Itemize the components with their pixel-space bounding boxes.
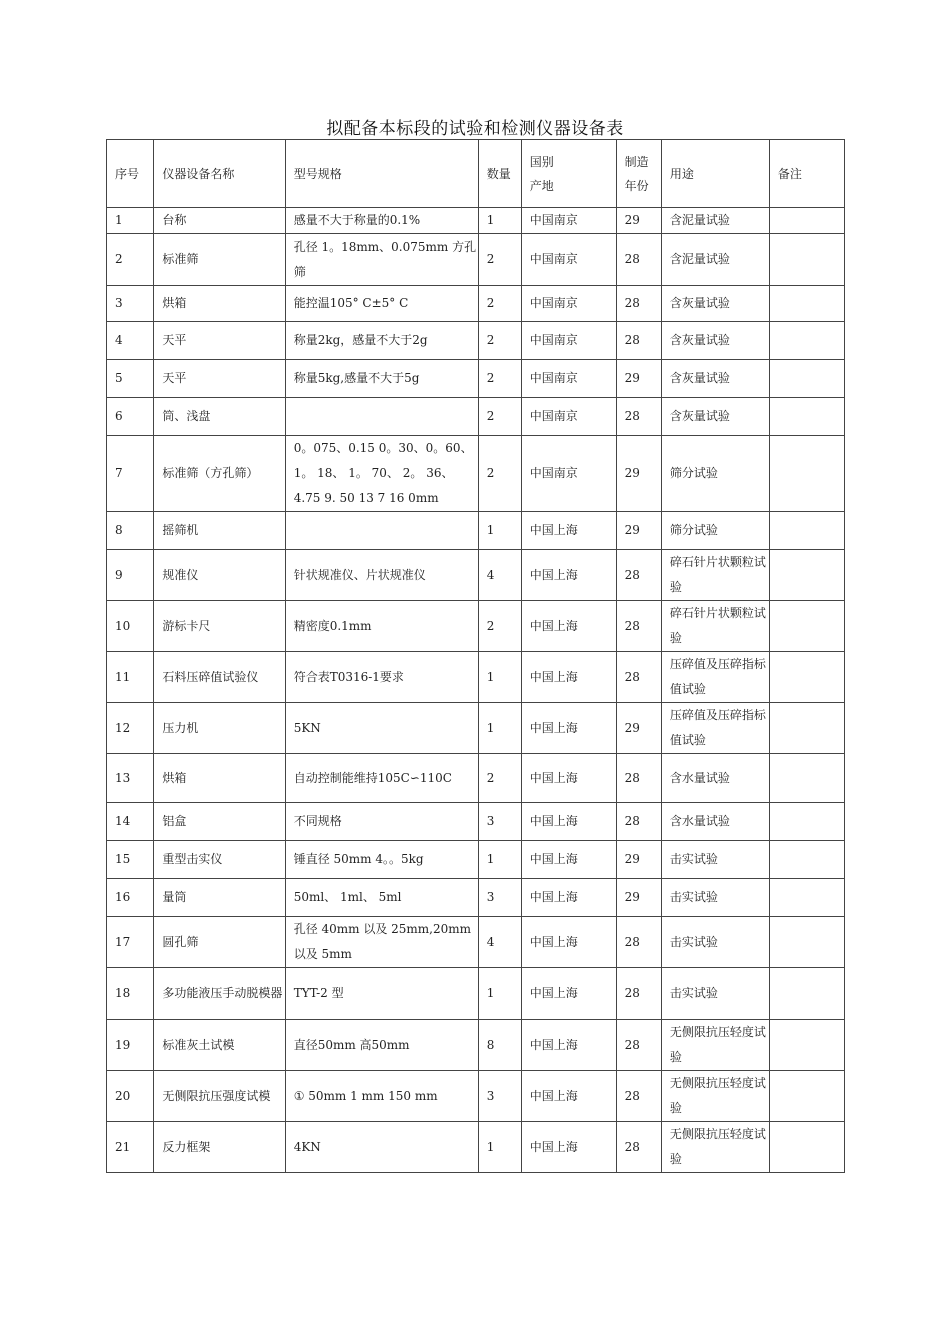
cell-origin: 中国上海	[521, 703, 616, 754]
cell-name: 摇筛机	[154, 512, 285, 550]
cell-origin: 中国南京	[521, 398, 616, 436]
cell-note	[769, 754, 844, 803]
cell-qty: 1	[478, 703, 521, 754]
cell-note	[769, 841, 844, 879]
cell-no: 14	[107, 803, 154, 841]
cell-no: 20	[107, 1071, 154, 1122]
cell-qty: 2	[478, 360, 521, 398]
cell-note	[769, 1122, 844, 1173]
cell-spec: 称量5kg,感量不大于5g	[285, 360, 478, 398]
cell-name: 重型击实仪	[154, 841, 285, 879]
table-row	[107, 286, 845, 322]
cell-origin: 中国上海	[521, 754, 616, 803]
cell-name: 圆孔筛	[154, 917, 285, 968]
cell-use: 碎石针片状颗粒试验	[661, 550, 769, 601]
cell-no: 6	[107, 398, 154, 436]
cell-year: 28	[616, 322, 661, 360]
cell-qty: 1	[478, 512, 521, 550]
cell-note	[769, 398, 844, 436]
table-row	[107, 917, 845, 968]
cell-year: 28	[616, 234, 661, 286]
cell-qty: 3	[478, 879, 521, 917]
cell-use: 无侧限抗压轻度试验	[661, 1122, 769, 1173]
table-row	[107, 879, 845, 917]
cell-no: 3	[107, 286, 154, 322]
table-row	[107, 322, 845, 360]
cell-origin: 中国上海	[521, 803, 616, 841]
cell-qty: 2	[478, 601, 521, 652]
cell-note	[769, 703, 844, 754]
cell-spec: ① 50mm 1 mm 150 mm	[285, 1071, 478, 1122]
cell-year: 29	[616, 703, 661, 754]
cell-qty: 2	[478, 398, 521, 436]
cell-note	[769, 879, 844, 917]
header-qty: 数量	[478, 140, 521, 208]
cell-note	[769, 436, 844, 512]
table-row	[107, 1071, 845, 1122]
table-row	[107, 550, 845, 601]
cell-use: 击实试验	[661, 917, 769, 968]
cell-spec: 自动控制能维持105C∽110C	[285, 754, 478, 803]
cell-year: 28	[616, 803, 661, 841]
cell-note	[769, 360, 844, 398]
table-row	[107, 652, 845, 703]
cell-spec: 孔径 40mm 以及 25mm,20mm 以及 5mm	[285, 917, 478, 968]
equipment-table	[106, 139, 845, 1173]
cell-qty: 1	[478, 841, 521, 879]
cell-note	[769, 286, 844, 322]
cell-spec: TYT-2 型	[285, 968, 478, 1020]
cell-spec	[285, 512, 478, 550]
cell-no: 1	[107, 208, 154, 234]
cell-use: 含灰量试验	[661, 322, 769, 360]
cell-use: 筛分试验	[661, 436, 769, 512]
cell-spec: 锤直径 50mm 4。。5kg	[285, 841, 478, 879]
cell-no: 17	[107, 917, 154, 968]
cell-spec: 符合表T0316-1要求	[285, 652, 478, 703]
table-row	[107, 754, 845, 803]
cell-origin: 中国上海	[521, 550, 616, 601]
table-row	[107, 234, 845, 286]
cell-origin: 中国上海	[521, 512, 616, 550]
cell-name: 标准筛	[154, 234, 285, 286]
cell-name: 石料压碎值试验仪	[154, 652, 285, 703]
cell-year: 28	[616, 968, 661, 1020]
header-use: 用途	[661, 140, 769, 208]
cell-use: 含泥量试验	[661, 234, 769, 286]
cell-spec: 不同规格	[285, 803, 478, 841]
cell-no: 12	[107, 703, 154, 754]
cell-no: 13	[107, 754, 154, 803]
cell-year: 28	[616, 398, 661, 436]
cell-note	[769, 803, 844, 841]
cell-no: 11	[107, 652, 154, 703]
cell-year: 29	[616, 208, 661, 234]
table-row	[107, 601, 845, 652]
cell-no: 21	[107, 1122, 154, 1173]
cell-year: 28	[616, 1071, 661, 1122]
cell-name: 烘箱	[154, 754, 285, 803]
cell-origin: 中国上海	[521, 1020, 616, 1071]
cell-no: 18	[107, 968, 154, 1020]
cell-no: 7	[107, 436, 154, 512]
cell-year: 29	[616, 512, 661, 550]
header-year-line1: 制造	[624, 154, 649, 169]
cell-year: 28	[616, 917, 661, 968]
cell-use: 含灰量试验	[661, 286, 769, 322]
cell-name: 标准灰土试模	[154, 1020, 285, 1071]
header-origin-line2: 产地	[529, 178, 554, 193]
cell-origin: 中国上海	[521, 601, 616, 652]
cell-origin: 中国南京	[521, 322, 616, 360]
cell-spec: 精密度0.1mm	[285, 601, 478, 652]
table-row	[107, 1122, 845, 1173]
cell-qty: 4	[478, 550, 521, 601]
cell-qty: 1	[478, 1122, 521, 1173]
cell-origin: 中国上海	[521, 652, 616, 703]
cell-name: 无侧限抗压强度试模	[154, 1071, 285, 1122]
header-origin-line1: 国别	[529, 154, 554, 169]
cell-no: 15	[107, 841, 154, 879]
cell-origin: 中国南京	[521, 436, 616, 512]
table-row	[107, 841, 845, 879]
cell-use: 含水量试验	[661, 803, 769, 841]
cell-use: 压碎值及压碎指标值试验	[661, 703, 769, 754]
cell-name: 天平	[154, 360, 285, 398]
cell-name: 烘箱	[154, 286, 285, 322]
cell-name: 标准筛（方孔筛）	[154, 436, 285, 512]
cell-note	[769, 322, 844, 360]
cell-spec: 感量不大于称量的0.1%	[285, 208, 478, 234]
cell-use: 压碎值及压碎指标值试验	[661, 652, 769, 703]
cell-spec: 4KN	[285, 1122, 478, 1173]
cell-note	[769, 550, 844, 601]
cell-no: 10	[107, 601, 154, 652]
header-year	[616, 140, 661, 208]
cell-origin: 中国上海	[521, 841, 616, 879]
cell-spec: 孔径 1。18mm、0.075mm 方孔筛	[285, 234, 478, 286]
cell-use: 无侧限抗压轻度试验	[661, 1020, 769, 1071]
cell-use: 击实试验	[661, 879, 769, 917]
cell-note	[769, 1020, 844, 1071]
cell-no: 8	[107, 512, 154, 550]
table-header-row	[107, 140, 845, 208]
cell-use: 筛分试验	[661, 512, 769, 550]
cell-qty: 1	[478, 208, 521, 234]
cell-name: 规准仪	[154, 550, 285, 601]
cell-qty: 2	[478, 234, 521, 286]
table-row	[107, 803, 845, 841]
cell-use: 含水量试验	[661, 754, 769, 803]
cell-use: 击实试验	[661, 841, 769, 879]
cell-year: 28	[616, 754, 661, 803]
table-row	[107, 1020, 845, 1071]
cell-note	[769, 512, 844, 550]
cell-use: 含灰量试验	[661, 398, 769, 436]
table-row	[107, 208, 845, 234]
cell-note	[769, 652, 844, 703]
cell-spec: 0。075、0.15 0。30、0。60、 1。 18、 1。 70、 2。 36、 4.75 9. 50 13 7 16 0mm	[285, 436, 478, 512]
header-name: 仪器设备名称	[154, 140, 285, 208]
cell-no: 9	[107, 550, 154, 601]
cell-origin: 中国上海	[521, 1071, 616, 1122]
table-row	[107, 512, 845, 550]
cell-use: 无侧限抗压轻度试验	[661, 1071, 769, 1122]
cell-origin: 中国上海	[521, 1122, 616, 1173]
cell-qty: 3	[478, 1071, 521, 1122]
cell-name: 游标卡尺	[154, 601, 285, 652]
cell-qty: 3	[478, 803, 521, 841]
cell-name: 反力框架	[154, 1122, 285, 1173]
cell-year: 28	[616, 1020, 661, 1071]
cell-year: 29	[616, 436, 661, 512]
header-spec: 型号规格	[285, 140, 478, 208]
cell-use: 碎石针片状颗粒试验	[661, 601, 769, 652]
table-row	[107, 398, 845, 436]
cell-no: 2	[107, 234, 154, 286]
table-row	[107, 968, 845, 1020]
cell-origin: 中国南京	[521, 360, 616, 398]
cell-spec	[285, 398, 478, 436]
cell-use: 击实试验	[661, 968, 769, 1020]
cell-no: 4	[107, 322, 154, 360]
cell-qty: 1	[478, 652, 521, 703]
cell-name: 压力机	[154, 703, 285, 754]
cell-qty: 4	[478, 917, 521, 968]
cell-spec: 称量2kg，感量不大于2g	[285, 322, 478, 360]
table-row	[107, 436, 845, 512]
cell-year: 28	[616, 550, 661, 601]
header-note: 备注	[769, 140, 844, 208]
cell-year: 29	[616, 360, 661, 398]
table-row	[107, 703, 845, 754]
cell-spec: 直径50mm 高50mm	[285, 1020, 478, 1071]
cell-spec: 能控温105° C±5° C	[285, 286, 478, 322]
cell-name: 台称	[154, 208, 285, 234]
cell-origin: 中国南京	[521, 286, 616, 322]
cell-origin: 中国上海	[521, 917, 616, 968]
cell-year: 29	[616, 841, 661, 879]
header-origin	[521, 140, 616, 208]
cell-name: 量筒	[154, 879, 285, 917]
cell-year: 28	[616, 601, 661, 652]
cell-qty: 2	[478, 754, 521, 803]
cell-note	[769, 234, 844, 286]
cell-spec: 针状规准仪、片状规准仪	[285, 550, 478, 601]
cell-year: 28	[616, 652, 661, 703]
cell-qty: 2	[478, 322, 521, 360]
cell-note	[769, 601, 844, 652]
cell-qty: 2	[478, 286, 521, 322]
cell-spec: 5KN	[285, 703, 478, 754]
cell-use: 含泥量试验	[661, 208, 769, 234]
page-title: 拟配备本标段的试验和检测仪器设备表	[326, 119, 624, 139]
cell-note	[769, 1071, 844, 1122]
cell-origin: 中国上海	[521, 968, 616, 1020]
cell-note	[769, 917, 844, 968]
cell-year: 28	[616, 1122, 661, 1173]
cell-note	[769, 208, 844, 234]
cell-no: 5	[107, 360, 154, 398]
cell-origin: 中国南京	[521, 234, 616, 286]
cell-note	[769, 968, 844, 1020]
cell-no: 19	[107, 1020, 154, 1071]
cell-no: 16	[107, 879, 154, 917]
cell-qty: 1	[478, 968, 521, 1020]
cell-origin: 中国南京	[521, 208, 616, 234]
cell-year: 29	[616, 879, 661, 917]
cell-name: 天平	[154, 322, 285, 360]
cell-origin: 中国上海	[521, 879, 616, 917]
cell-qty: 2	[478, 436, 521, 512]
header-no: 序号	[107, 140, 154, 208]
cell-qty: 8	[478, 1020, 521, 1071]
cell-spec: 50ml、 1ml、 5ml	[285, 879, 478, 917]
cell-name: 铝盒	[154, 803, 285, 841]
header-year-line2: 年份	[624, 178, 649, 193]
cell-name: 筒、浅盘	[154, 398, 285, 436]
cell-name: 多功能液压手动脱模器	[154, 968, 285, 1020]
cell-use: 含灰量试验	[661, 360, 769, 398]
cell-year: 28	[616, 286, 661, 322]
table-row	[107, 360, 845, 398]
